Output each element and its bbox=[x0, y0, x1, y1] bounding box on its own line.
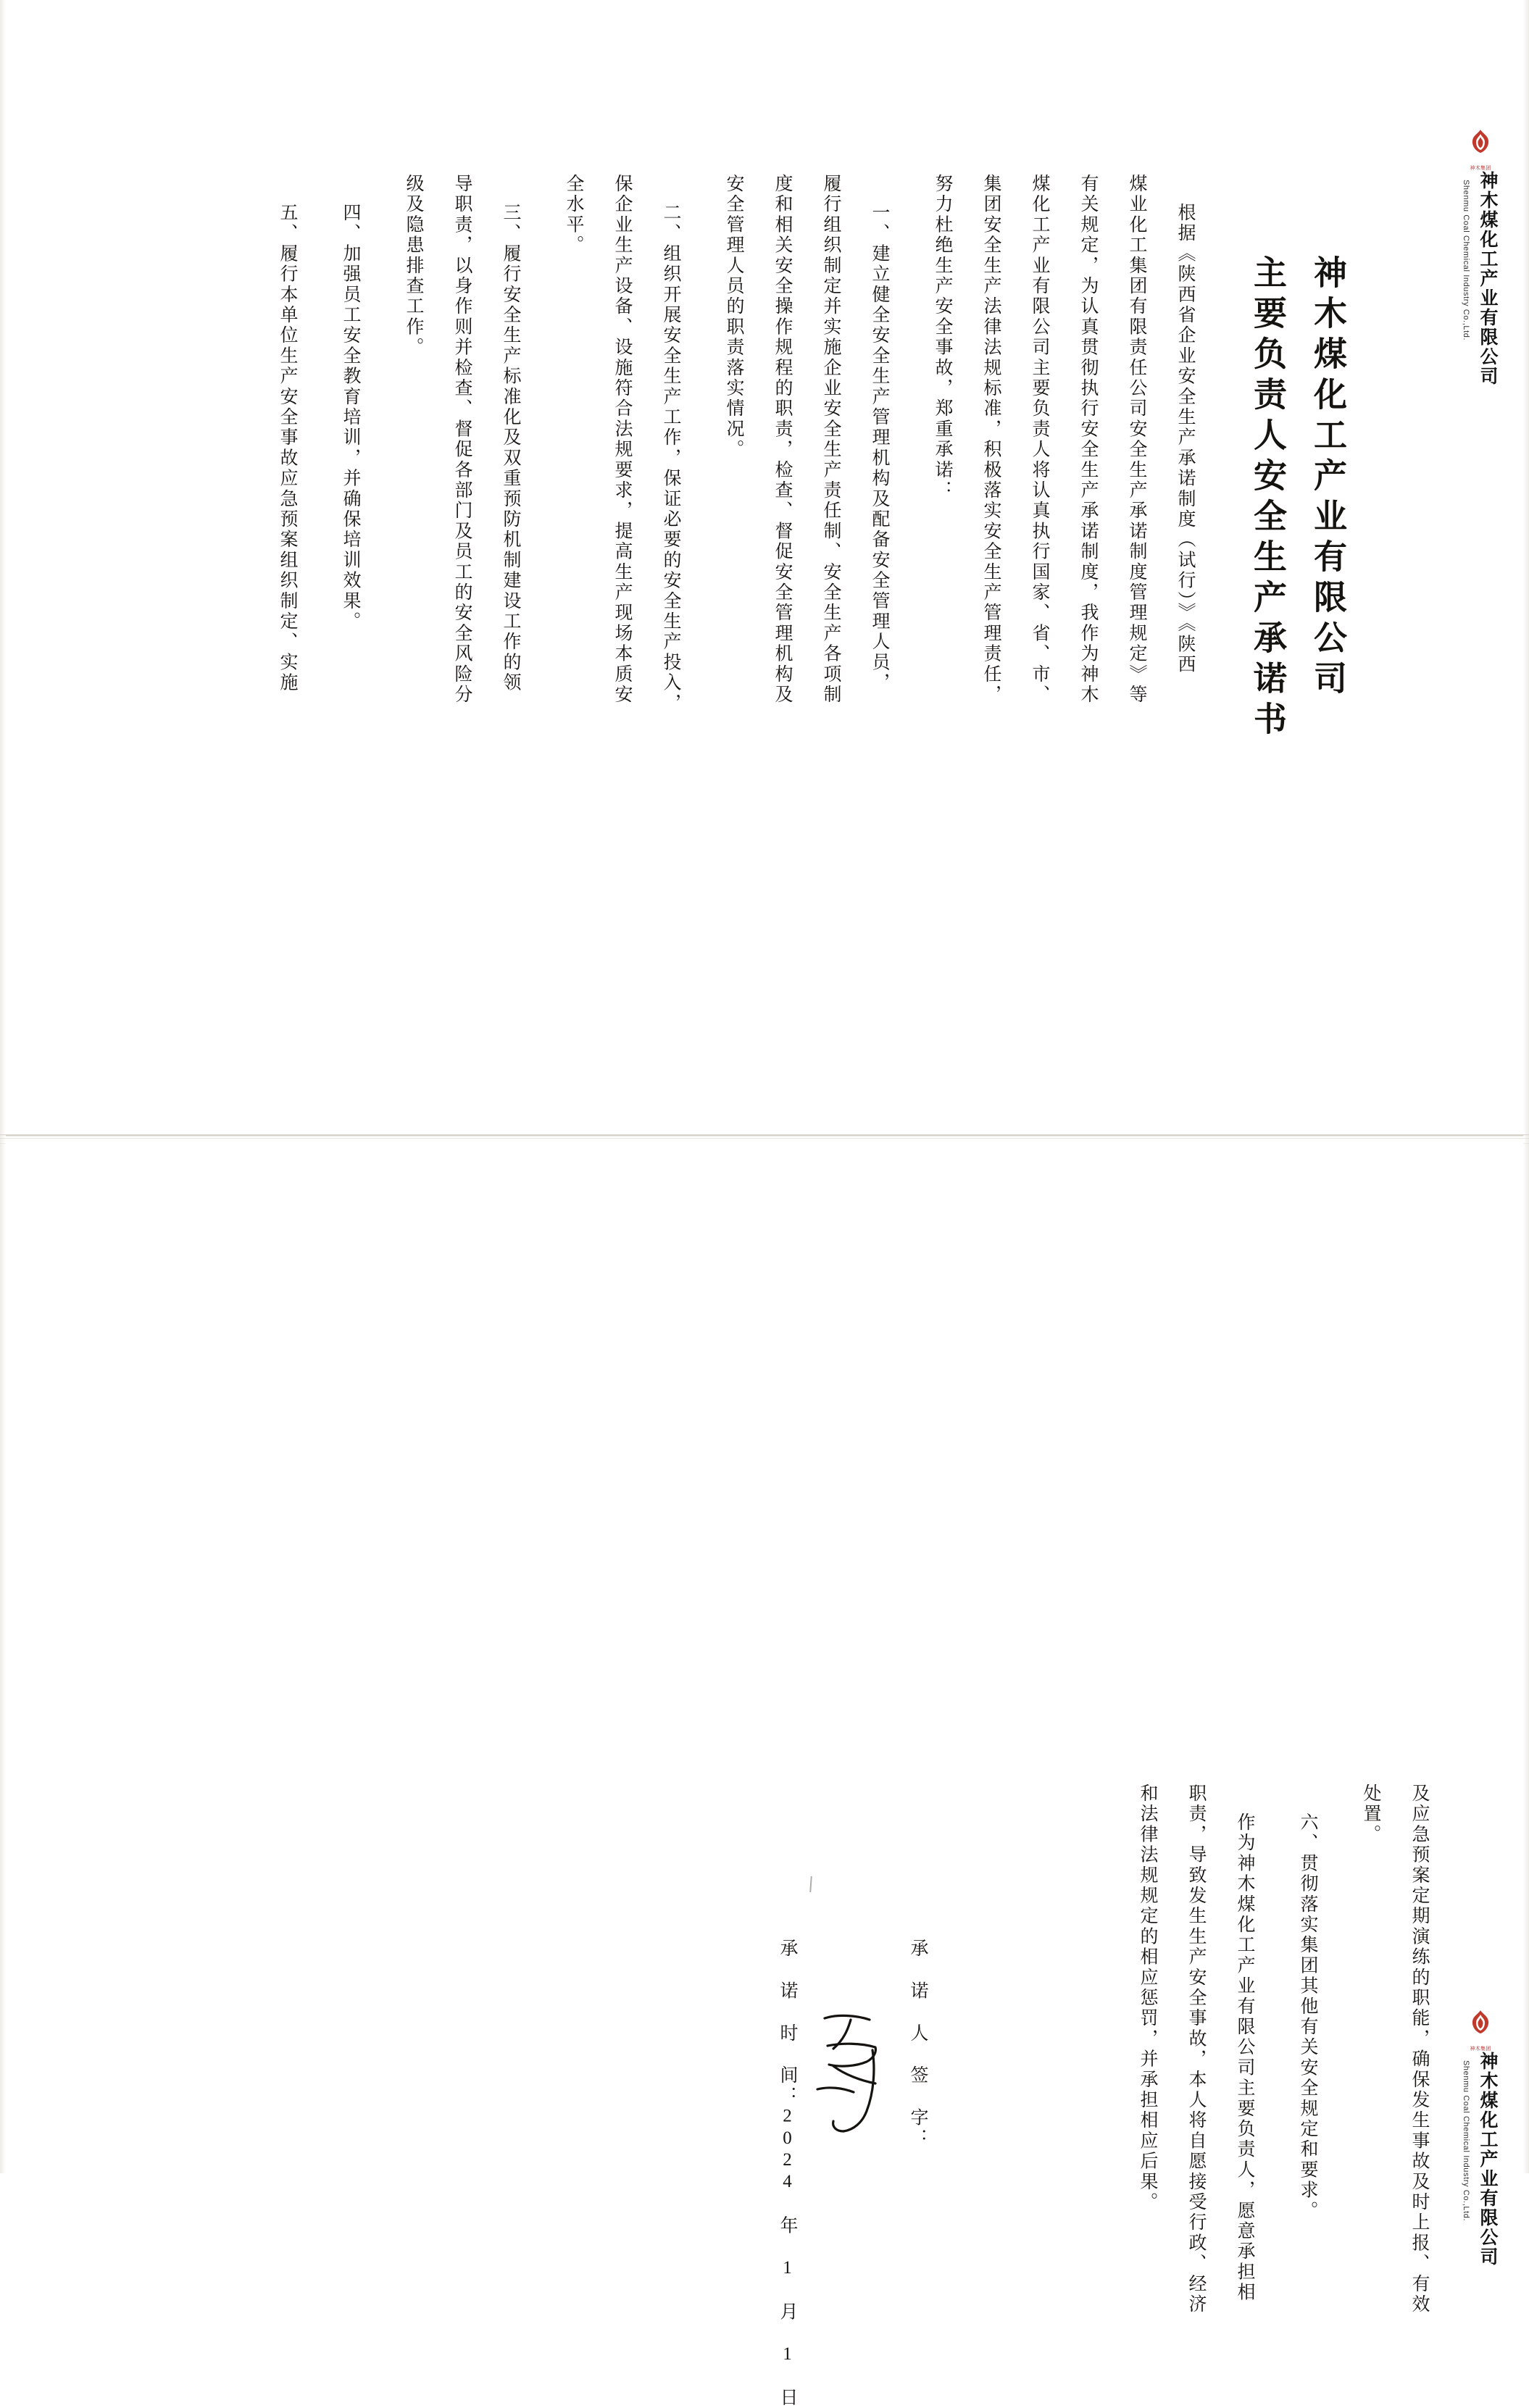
signer-label: 承 诺 人 签 字： bbox=[908, 1939, 928, 2149]
flame-logo-svg bbox=[1469, 129, 1492, 154]
body2-column-4: 作为神木煤化工产业有限公司主要负责人，愿意承担相 bbox=[1235, 1813, 1254, 2303]
flame-logo-icon bbox=[1460, 127, 1501, 162]
company-logo-top bbox=[1459, 127, 1502, 172]
page-fold-line-1 bbox=[0, 1134, 1529, 1135]
body2-column-2: 处置。 bbox=[1361, 1784, 1380, 1845]
body-column-18: 五、履行本单位生产安全事故应急预案组织制定、实施 bbox=[278, 203, 297, 693]
logo-company-name-cn-2: 神木煤化工产业有限公司 bbox=[1478, 2052, 1498, 2267]
handwritten-signature bbox=[800, 2008, 901, 2146]
body2-column-3: 六、贯彻落实集团其他有关安全规定和要求。 bbox=[1298, 1813, 1317, 2221]
body-column-11: 二、组织开展安全生产工作，保证必要的安全生产投入， bbox=[661, 203, 680, 714]
body-column-3: 有关规定，为认真贯彻执行安全生产承诺制度，我作为神木 bbox=[1078, 174, 1098, 706]
logo-company-name-en: Shenmu Coal Chemical Industry Co.,Ltd. bbox=[1462, 180, 1470, 341]
body-column-17: 四、加强员工安全教育培训，并确保培训效果。 bbox=[341, 203, 360, 632]
document-sheet-bottom bbox=[6, 1142, 1523, 2408]
body2-column-6: 和法律法规规定的相应惩罚，并承担相应后果。 bbox=[1138, 1784, 1157, 2213]
company-logo-bottom bbox=[1459, 2008, 1502, 2052]
document-title-line2: 主要负责人安全生产承诺书 bbox=[1249, 255, 1286, 742]
body-column-9: 度和相关安全操作规程的职责，检查、督促安全管理机构及 bbox=[772, 174, 792, 706]
document-title-line1: 神木煤化工产业有限公司 bbox=[1309, 255, 1346, 701]
pencil-mark bbox=[809, 1876, 812, 1892]
body-column-6: 努力杜绝生产安全事故，郑重承诺： bbox=[933, 174, 952, 501]
page-left-edge bbox=[0, 0, 6, 2173]
body-column-13: 全水平。 bbox=[564, 174, 583, 256]
signature-strokes bbox=[800, 2008, 901, 2146]
logo-badge-text: 神木集团 bbox=[1470, 166, 1491, 171]
body2-column-1: 及应急预案定期演练的职能，确保发生事故及时上报、有效 bbox=[1409, 1784, 1429, 2315]
body-column-8: 履行组织制定并实施企业安全生产责任制、安全生产各项制 bbox=[821, 174, 841, 706]
page-fold-line-2 bbox=[0, 1138, 1529, 1139]
body-column-12: 保企业生产设备、设施符合法规要求，提高生产现场本质安 bbox=[612, 174, 632, 706]
body-column-14: 三、履行安全生产标准化及双重预防机制建设工作的领 bbox=[501, 203, 520, 693]
body-column-16: 级及隐患排查工作。 bbox=[404, 174, 423, 358]
body-column-15: 导职责，以身作则并检查、督促各部门及员工的安全风险分 bbox=[452, 174, 472, 706]
document-sheet-top bbox=[6, 0, 1523, 1136]
logo-badge-text-2: 神木集团 bbox=[1470, 2047, 1491, 2052]
flame-logo-icon-2 bbox=[1460, 2008, 1501, 2043]
body2-column-5: 职责，导致发生生产安全事故，本人将自愿接受行政、经济 bbox=[1186, 1784, 1206, 2315]
body-column-7: 一、建立健全安全生产管理机构及配备安全管理人员， bbox=[870, 203, 889, 693]
body-column-5: 集团安全生产法律法规标准，积极落实安全生产管理责任， bbox=[981, 174, 1001, 706]
body-column-1: 根据《陕西省企业安全生产承诺制度（试行）》《陕西 bbox=[1175, 203, 1195, 675]
logo-company-name-cn: 神木煤化工产业有限公司 bbox=[1478, 171, 1498, 386]
flame-logo-svg-2 bbox=[1469, 2010, 1492, 2034]
page-right-edge bbox=[1523, 0, 1529, 2173]
body-column-10: 安全管理人员的职责落实情况。 bbox=[724, 174, 743, 460]
signature-date: 承 诺 时 间：2024 年 1 月 1 日 bbox=[778, 1939, 797, 2408]
body-column-2: 煤业化工集团有限责任公司安全生产承诺制度管理规定》等 bbox=[1127, 174, 1146, 706]
body-column-4: 煤化工产业有限公司主要负责人将认真执行国家、省、市、 bbox=[1030, 174, 1049, 706]
logo-company-name-en-2: Shenmu Coal Chemical Industry Co.,Ltd. bbox=[1462, 2060, 1470, 2222]
